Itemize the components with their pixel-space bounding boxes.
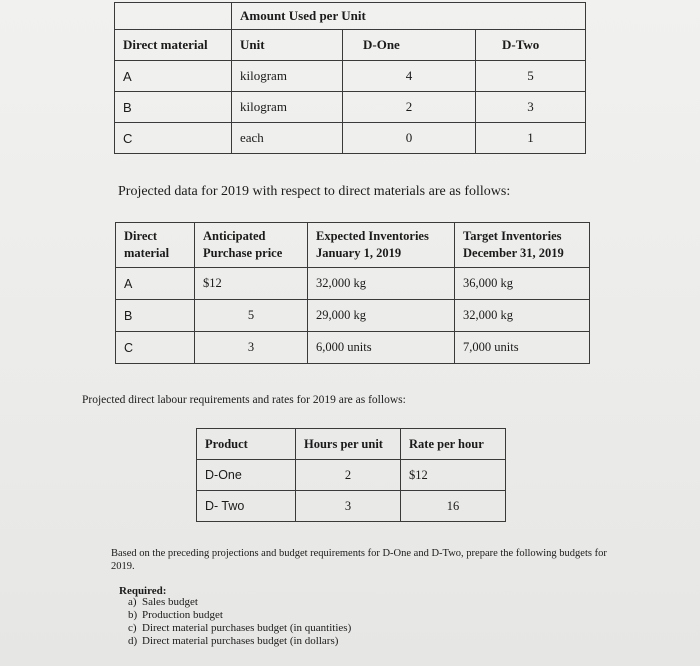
col-header-hours-per-unit: Hours per unit <box>296 429 401 460</box>
amount-used-table <box>114 2 586 154</box>
material-cell: B <box>116 300 195 332</box>
target-cell: 7,000 units <box>455 332 590 364</box>
product-cell: D- Two <box>197 491 296 522</box>
projected-materials-table <box>115 222 590 364</box>
required-heading: Required: <box>119 585 167 597</box>
unit-cell: kilogram <box>232 61 343 92</box>
d-one-cell: 2 <box>343 92 476 123</box>
group-header: Amount Used per Unit <box>232 3 586 30</box>
col-header-unit: Unit <box>232 30 343 61</box>
price-cell: 3 <box>195 332 308 364</box>
item-text: Direct material purchases budget (in dollars) <box>142 635 339 647</box>
col-header-d-one: D-One <box>343 30 476 61</box>
table-row <box>116 332 590 364</box>
list-item <box>128 635 351 648</box>
d-one-cell: 4 <box>343 61 476 92</box>
header-line: Anticipated <box>203 229 266 243</box>
table-row <box>116 268 590 300</box>
header-line: January 1, 2019 <box>316 246 402 260</box>
expected-cell: 32,000 kg <box>308 268 455 300</box>
unit-cell: each <box>232 123 343 154</box>
header-line: Expected Inventories <box>316 229 429 243</box>
material-cell: B <box>115 92 232 123</box>
header-line: Target Inventories <box>463 229 562 243</box>
material-cell: C <box>116 332 195 364</box>
table-row <box>115 61 586 92</box>
d-two-cell: 5 <box>476 61 586 92</box>
col-header-product: Product <box>197 429 296 460</box>
rate-cell: 16 <box>401 491 506 522</box>
header-line: material <box>124 246 170 260</box>
table-row <box>197 460 506 491</box>
item-text: Sales budget <box>142 596 198 608</box>
table-row <box>115 123 586 154</box>
target-cell: 36,000 kg <box>455 268 590 300</box>
d-two-cell: 3 <box>476 92 586 123</box>
hours-cell: 3 <box>296 491 401 522</box>
expected-cell: 6,000 units <box>308 332 455 364</box>
labour-intro: Projected direct labour requirements and rates for 2019 are as follows: <box>82 394 406 406</box>
list-item <box>128 609 351 622</box>
unit-cell: kilogram <box>232 92 343 123</box>
labour-requirements-table <box>196 428 506 522</box>
blank-corner-cell <box>115 3 232 30</box>
col-header-d-two: D-Two <box>476 30 586 61</box>
rate-cell: $12 <box>401 460 506 491</box>
list-item <box>128 596 351 609</box>
item-text: Direct material purchases budget (in quantities) <box>142 622 352 634</box>
col-header-target-inventories <box>455 223 590 268</box>
material-cell: A <box>115 61 232 92</box>
hours-cell: 2 <box>296 460 401 491</box>
instructions-paragraph: Based on the preceding projections and budget requirements for D-One and D-Two, prepare the following budgets for 2019. <box>111 548 607 572</box>
material-cell: C <box>115 123 232 154</box>
item-marker: b) <box>128 609 138 621</box>
price-cell: $12 <box>195 268 308 300</box>
list-item <box>128 622 351 635</box>
required-list <box>128 596 351 648</box>
direct-materials-intro: Projected data for 2019 with respect to direct materials are as follows: <box>118 184 511 199</box>
table-row <box>115 92 586 123</box>
col-header-expected-inventories <box>308 223 455 268</box>
expected-cell: 29,000 kg <box>308 300 455 332</box>
d-two-cell: 1 <box>476 123 586 154</box>
target-cell: 32,000 kg <box>455 300 590 332</box>
item-text: Production budget <box>142 609 223 621</box>
col-header-purchase-price <box>195 223 308 268</box>
item-marker: d) <box>128 635 138 647</box>
header-line: Direct <box>124 229 158 243</box>
col-header-rate-per-hour: Rate per hour <box>401 429 506 460</box>
table-row <box>116 300 590 332</box>
d-one-cell: 0 <box>343 123 476 154</box>
header-line: Purchase price <box>203 246 283 260</box>
material-cell: A <box>116 268 195 300</box>
header-line: December 31, 2019 <box>463 246 564 260</box>
col-header-direct-material: Direct material <box>115 30 232 61</box>
item-marker: c) <box>128 622 137 634</box>
product-cell: D-One <box>197 460 296 491</box>
col-header-direct-material <box>116 223 195 268</box>
price-cell: 5 <box>195 300 308 332</box>
table-row <box>197 491 506 522</box>
item-marker: a) <box>128 596 137 608</box>
